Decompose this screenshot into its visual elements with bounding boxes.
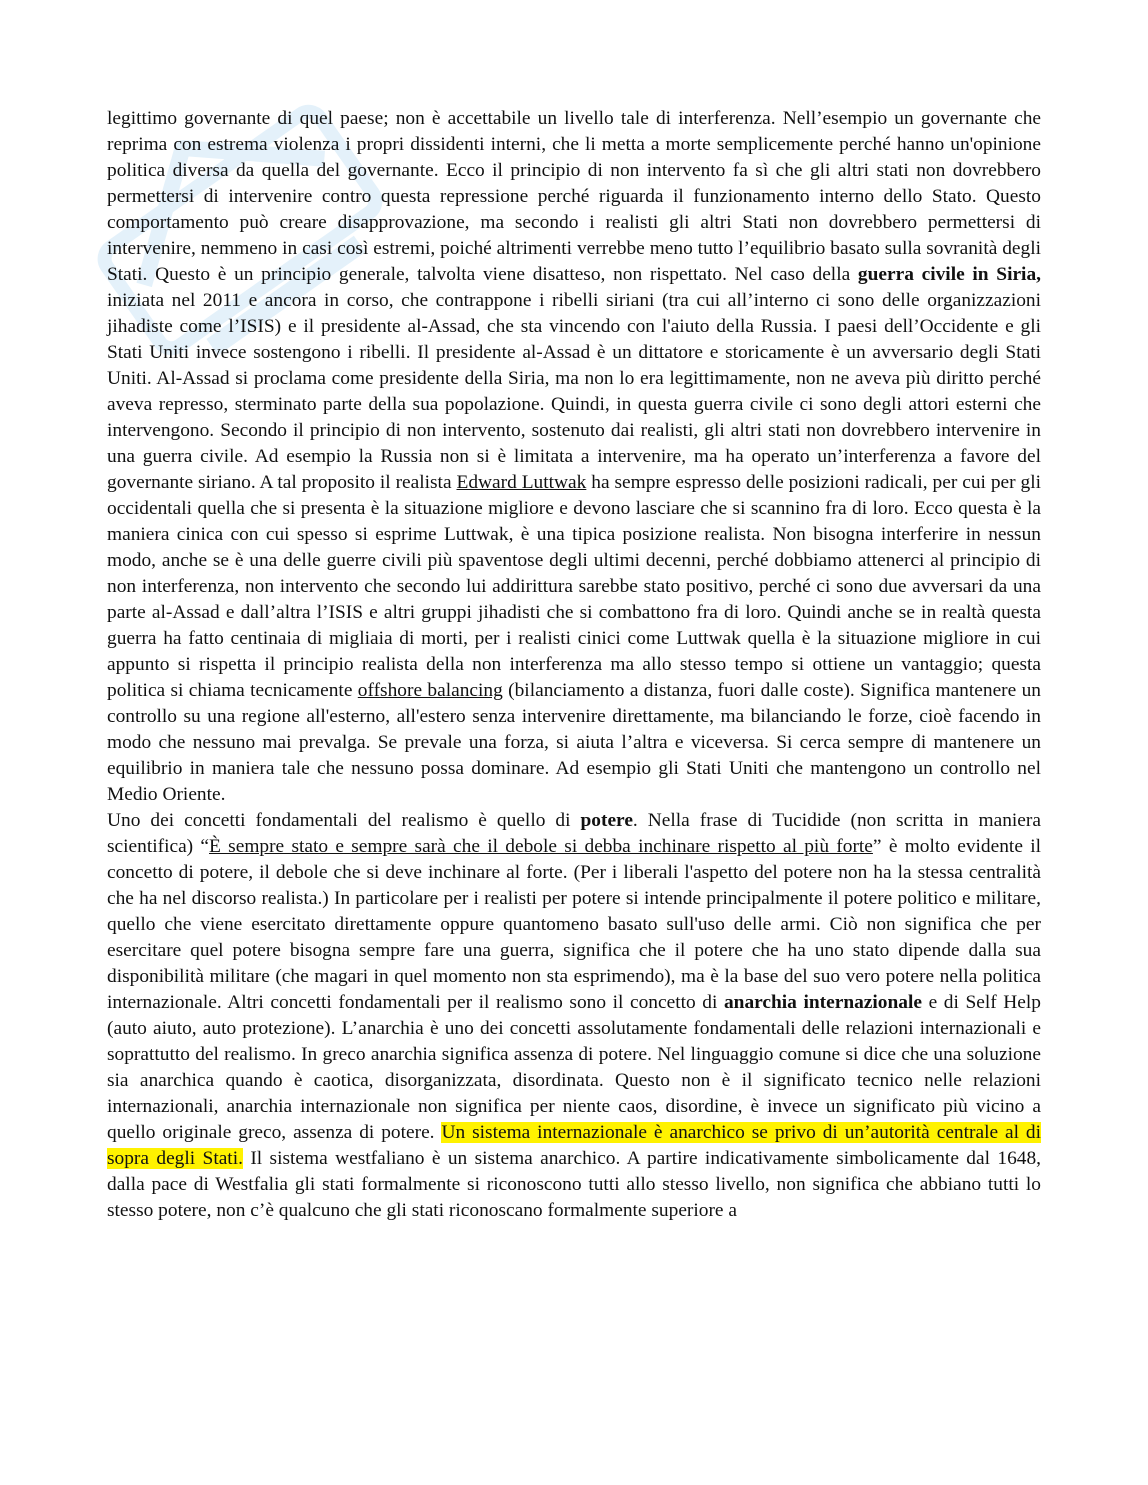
text-run: ” è molto evidente il concetto di potere, il debole che si deve inchinare al forte. (Per i liberali l'aspetto del potere non ha la stessa centralità che ha nel discorso realista.) In particolare per i realisti per potere si intende principalmente il potere politico e militare, quello che viene esercitato direttamente oppure quantomeno basato sull'uso delle armi. Ciò non significa che per esercitare quel potere bisogna sempre fare una guerra, significa che il potere che ha uno stato dipende dalla sua disponibilità militare (che magari in quel momento non sta esprimendo), ma è la base del suo vero potere nella politica internazionale. Altri concetti fondamentali per il realismo sono il concetto di <box>107 836 1041 1013</box>
highlighted-definition: Un sistema internazionale è anarchico se privo di un’autorità centrale al di sopra degli Stati. <box>107 1122 1041 1169</box>
paragraph-non-intervento <box>107 106 1041 808</box>
bold-term-potere: potere <box>580 810 633 831</box>
text-run: . Nella frase di Tucidide (non scritta in maniera scientifica) “ <box>107 810 1041 857</box>
underlined-term-offshore-balancing: offshore balancing <box>357 680 503 701</box>
text-run: Il sistema westfaliano è un sistema anarchico. A partire indicativamente simbolicamente dal 1648, dalla pace di Westfalia gli stati formalmente si riconoscono tutti allo stesso livello, non significa che abbiano tutti lo stesso potere, non c’è qualcuno che gli stati riconoscano formalmente superiore a <box>107 1148 1041 1221</box>
paragraph-potere <box>107 808 1041 1224</box>
underlined-quote-tucidide: È sempre stato e sempre sarà che il debole si debba inchinare rispetto al più forte <box>209 836 873 857</box>
text-run: Uno dei concetti fondamentali del realismo è quello di <box>107 810 581 831</box>
text-run: ha sempre espresso delle posizioni radicali, per cui per gli occidentali quella che si presenta è la situazione migliore e devono lasciare che si scannino fra di loro. Ecco questa è la maniera cinica con cui spesso si esprime Luttwak, è una tipica posizione realista. Non bisogna interferire in nessun modo, anche se è una delle guerre civili più spaventose degli ultimi decenni, perché dobbiamo attenerci al principio di non interferenza, non intervento che secondo lui addirittura sarebbe stato positivo, perché ci sono due avversari da una parte al-Assad e dall’altra l’ISIS e altri gruppi jihadisti che si combattono fra di loro. Quindi anche se in realtà questa guerra ha fatto centinaia di migliaia di morti, per i realisti cinici come Luttwak quella è la situazione migliore in cui appunto si rispetta il principio realista della non interferenza ma allo stesso tempo si ottiene un vantaggio; questa politica si chiama tecnicamente <box>107 472 1041 701</box>
text-run: legittimo governante di quel paese; non è accettabile un livello tale di interferenza. Nell’esempio un governante che reprima con estrema violenza i propri dissidenti interni, che li metta a morte semplicemente perché hanno un'opinione politica diversa da quella del governante. Ecco il principio di non intervento fa sì che gli altri stati non dovrebbero permettersi di intervenire contro questa repressione perché riguarda il funzionamento interno dello Stato. Questo comportamento può creare disapprovazione, ma secondo i realisti gli altri Stati non dovrebbero permettersi di intervenire, nemmeno in casi così estremi, poiché altrimenti verrebbe meno tutto l’equilibrio basato sulla sovranità degli Stati. Questo è un principio generale, talvolta viene disatteso, non rispettato. Nel caso della <box>107 108 1041 285</box>
bold-term-guerra-siria: guerra civile in Siria, <box>857 264 1041 285</box>
text-run: iniziata nel 2011 e ancora in corso, che contrappone i ribelli siriani (tra cui all’interno ci sono delle organizzazioni jihadiste come l’ISIS) e il presidente al-Assad, che sta vincendo con l'aiuto della Russia. I paesi dell’Occidente e gli Stati Uniti invece sostengono i ribelli. Il presidente al-Assad è un dittatore e storicamente è un avversario degli Stati Uniti. Al-Assad si proclama come presidente della Siria, ma non lo era legittimamente, non ne aveva più diritto perché aveva represso, sterminato parte della sua popolazione. Quindi, in questa guerra civile ci sono degli attori esterni che intervengono. Secondo il principio di non intervento, sostenuto dai realisti, gli altri stati non dovrebbero intervenire in una guerra civile. Ad esempio la Russia non si è limitata a intervenire, ma ha operato un’interferenza a favore del governante siriano. A tal proposito il realista <box>107 290 1041 493</box>
document-page <box>107 106 1041 1224</box>
bold-term-anarchia: anarchia internazionale <box>723 992 922 1013</box>
underlined-name-luttwak: Edward Luttwak <box>456 472 587 493</box>
text-run: e di Self Help (auto aiuto, auto protezione). L’anarchia è uno dei concetti assolutamente fondamentali delle relazioni internazionali e soprattutto del realismo. In greco anarchia significa assenza di potere. Nel linguaggio comune si dice che una soluzione sia anarchica quando è caotica, disorganizzata, disordinata. Questo non è il significato tecnico nelle relazioni internazionali, anarchia internazionale non significa per niente caos, disordine, è invece un significato più vicino a quello originale greco, assenza di potere. <box>107 992 1041 1143</box>
text-run: (bilanciamento a distanza, fuori dalle coste). Significa mantenere un controllo su una regione all'esterno, all'estero senza intervenire direttamente, ma bilanciando le forze, cioè facendo in modo che nessuno mai prevalga. Se prevale una forza, si aiuta l’altra e viceversa. Si cerca sempre di mantenere un equilibrio in maniera tale che nessuno possa dominare. Ad esempio gli Stati Uniti che mantengono un controllo nel Medio Oriente. <box>107 680 1041 805</box>
